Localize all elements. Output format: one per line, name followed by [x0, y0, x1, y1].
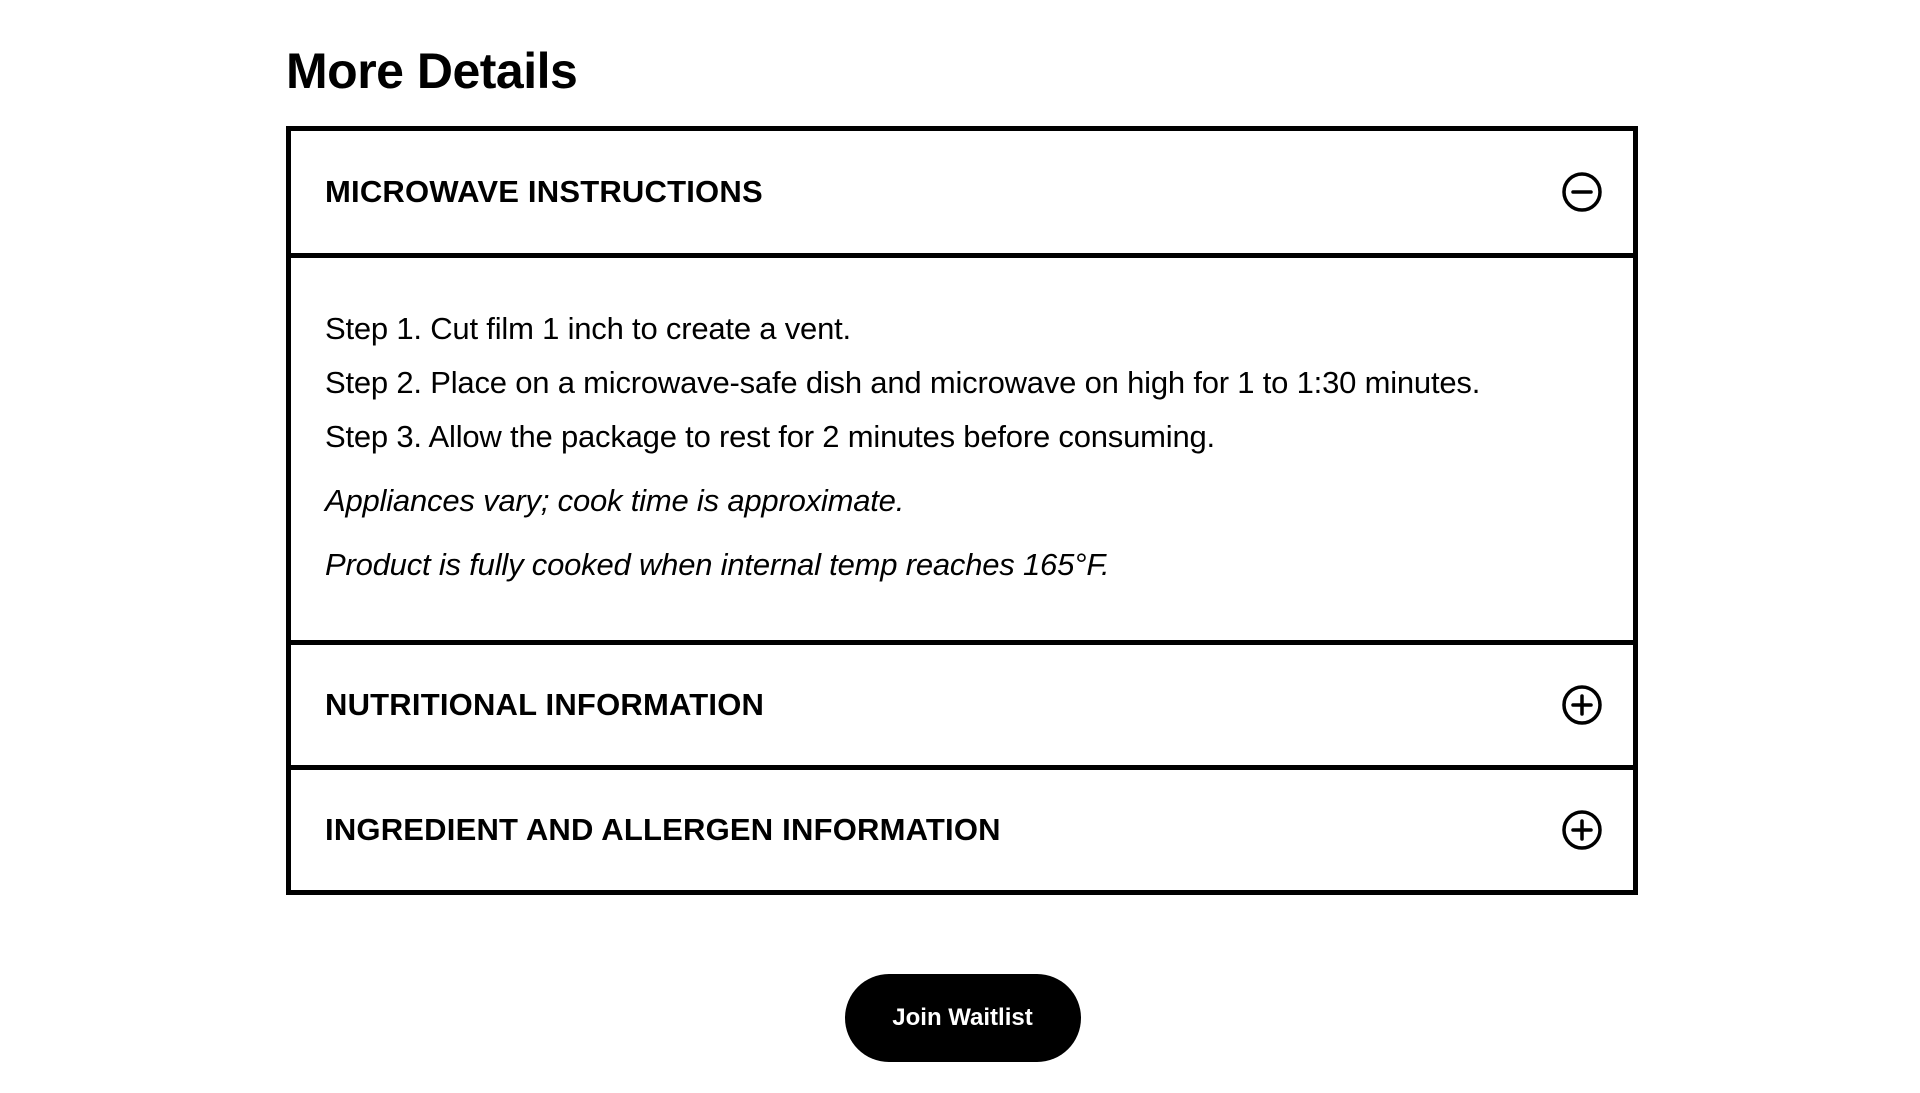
instruction-note: Appliances vary; cook time is approximate. [325, 483, 905, 518]
section-title: More Details [286, 43, 578, 99]
instruction-step: Step 3. Allow the package to rest for 2 minutes before consuming. [325, 419, 1215, 454]
instruction-step: Step 2. Place on a microwave-safe dish and microwave on high for 1 to 1:30 minutes. [325, 365, 1481, 400]
accordion-body-microwave-instructions [291, 258, 1633, 640]
accordion-title: NUTRITIONAL INFORMATION [325, 687, 765, 722]
join-waitlist-button[interactable]: Join Waitlist [845, 974, 1081, 1062]
plus-circle-icon[interactable] [1561, 809, 1603, 851]
instruction-step: Step 1. Cut film 1 inch to create a vent. [325, 311, 851, 346]
accordion-header-microwave-instructions[interactable] [291, 131, 1633, 253]
accordion-header-ingredient-allergen-information[interactable] [291, 770, 1633, 890]
accordion-title: MICROWAVE INSTRUCTIONS [325, 174, 763, 209]
accordion-title: INGREDIENT AND ALLERGEN INFORMATION [325, 812, 1001, 847]
minus-circle-icon[interactable] [1561, 171, 1603, 213]
plus-circle-icon[interactable] [1561, 684, 1603, 726]
accordion-header-nutritional-information[interactable] [291, 645, 1633, 765]
cta-container [0, 974, 1920, 1062]
details-accordion [286, 126, 1638, 895]
instruction-note: Product is fully cooked when internal temp reaches 165°F. [325, 547, 1110, 582]
